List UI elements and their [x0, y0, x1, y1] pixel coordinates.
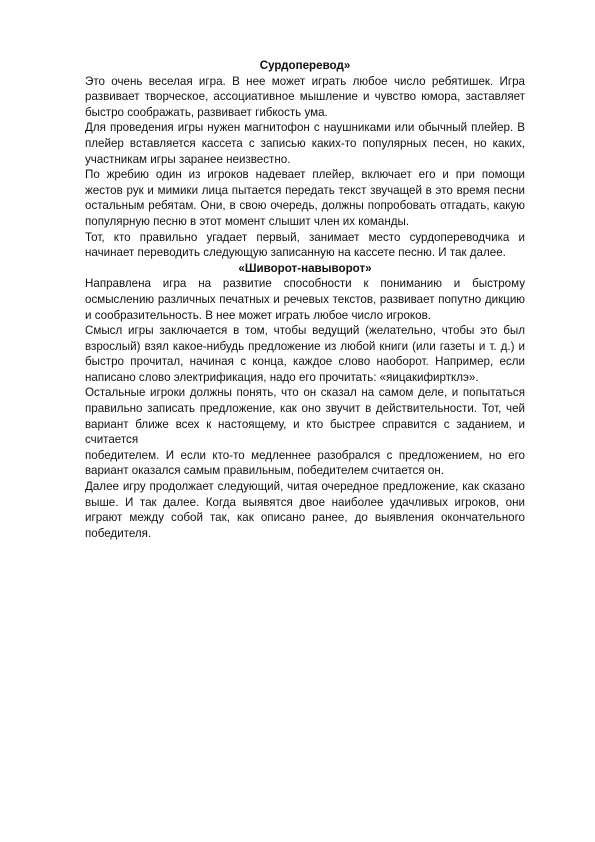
section1-title: Сурдоперевод» — [259, 59, 351, 72]
section1-paragraph-2: Для проведения игры нужен магнитофон с наушниками или обычный плейер. В плейер вставляется кассета с записью каких-то популярных песен, но каких, участникам игры заранее неизвестно. — [85, 121, 525, 166]
section2-paragraph-1: Направлена игра на развитие способности к пониманию и быстрому осмыслению различных печатных и речевых текстов, развивает попутно дикцию и сообразительность. В нее может играть любое число игроков. — [85, 277, 525, 322]
section2-title: «Шиворот-навыворот» — [238, 261, 372, 275]
section2-paragraph-2: Смысл игры заключается в том, чтобы ведущий (желательно, чтобы это был взрослый) взял какое-нибудь предложение из любой книги (или газеты и т. д.) и быстро прочитал, начиная с конца, каждое слово наоборот. Например, если написано слово электрификация, надо его прочитать: «яицакифиртклэ». — [85, 324, 525, 384]
section2-paragraph-4: победителем. И если кто-то медленнее разобрался с предложением, но его вариант оказался самым правильным, победителем считается он. — [85, 448, 525, 478]
section1-paragraph-4: Тот, кто правильно угадает первый, занимает место сурдопереводчика и начинает переводить следующую записанную на кассете песню. И так далее. — [85, 230, 525, 260]
section2-paragraph-3: Остальные игроки должны понять, что он сказал на самом деле, и попытаться правильно записать предложение, как оно звучит в действительности. Тот, чей вариант ближе всех к настоящему, и кто быстрее справится с заданием, и считается — [85, 386, 525, 447]
section1-paragraph-3: По жребию один из игроков надевает плейер, включает его и при помощи жестов рук и мимики лица пытается передать текст звучащей в это время песни остальным ребятам. Они, в свою очередь, должны попробовать отгадать, какую популярную песню в этот момент слышит член их команды. — [85, 168, 525, 228]
section2-paragraph-5: Далее игру продолжает следующий, читая очередное предложение, как сказано выше. И так далее. Когда выявятся двое наиболее удачливых игроков, они играют между собой так, как описано ранее, до выявления окончательного победителя. — [85, 480, 525, 540]
document-page — [85, 58, 525, 541]
section1-paragraph-1: Это очень веселая игра. В нее может играть любое число ребятишек. Игра развивает творческое, ассоциативное мышление и чувство юмора, заставляет быстро соображать, развивает гибкость ума. — [85, 74, 525, 119]
